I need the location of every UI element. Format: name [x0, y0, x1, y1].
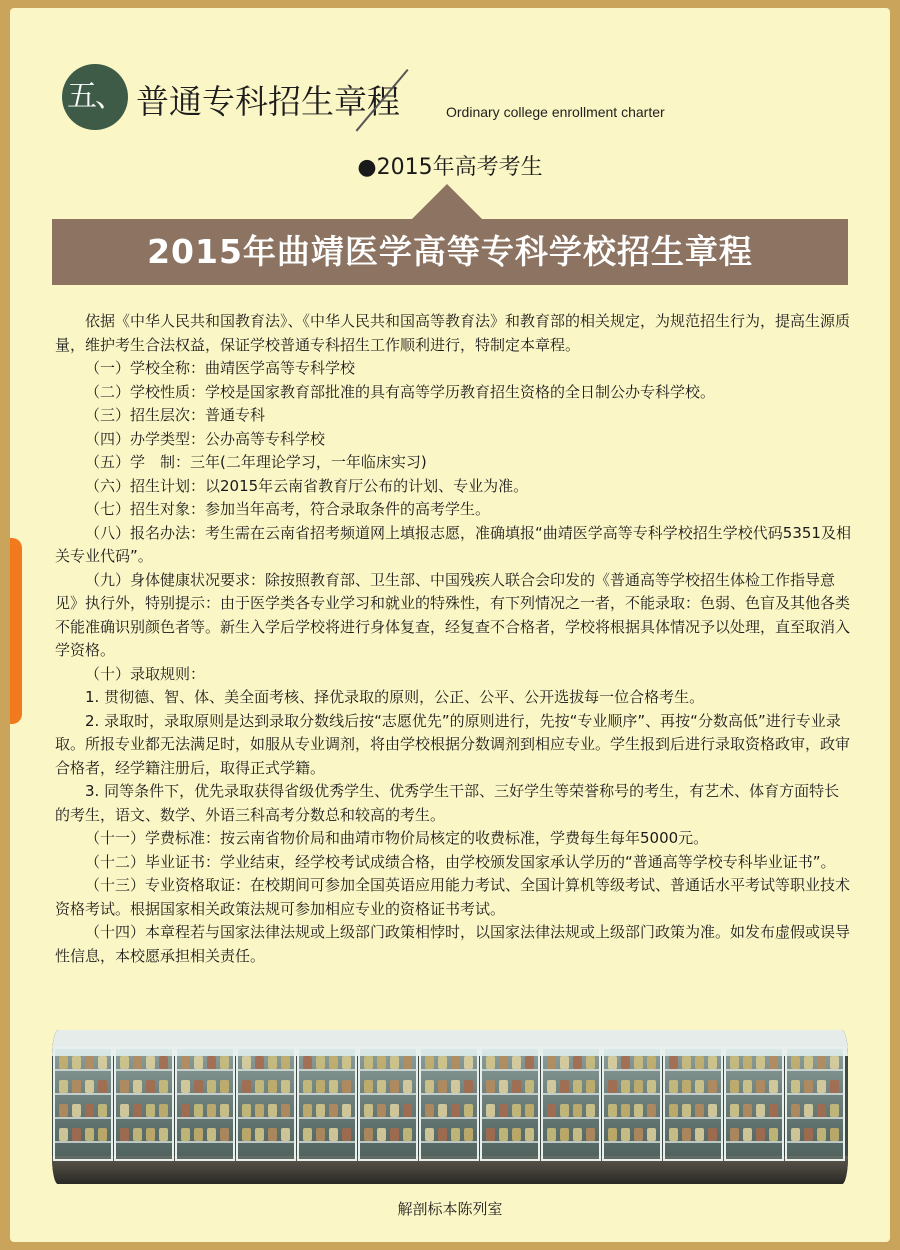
anatomy-exhibit-photo: [52, 1030, 848, 1184]
section-number-badge: 五、: [62, 64, 128, 130]
photo-caption: 解剖标本陈列室: [397, 1200, 503, 1218]
specimen-cabinet: [603, 1048, 661, 1160]
clause-legal-precedence: （十四）本章程若与国家法律法规或上级部门政策相悖时，以国家法律法规或上级部门政策为准。如发布虚假或误导性信息，本校愿承担相关责任。: [55, 923, 851, 965]
specimen-cabinet: [481, 1048, 539, 1160]
clause-duration: （五）学 制：三年(二年理论学习，一年临床实习): [85, 453, 427, 471]
exam-candidates-label: ●2015年高考考生: [357, 155, 543, 180]
clause-enrollment-level: （三）招生层次：普通专科: [85, 406, 266, 424]
exhibit-room-illustration: [52, 1030, 848, 1184]
side-tab-marker: [10, 538, 22, 724]
clause-diploma: （十二）毕业证书：学业结束，经学校考试成绩合格，由学校颁发国家承认学历的“普通高等学校专科毕业证书”。: [85, 852, 836, 871]
specimen-cabinet: [542, 1048, 600, 1160]
intro-paragraph: 依据《中华人民共和国教育法》、《中华人民共和国高等教育法》和教育部的相关规定，为规范招生行为，提高生源质量，维护考生合法权益，保证学校普通专科招生工作顺利进行，特制定本章程。: [55, 312, 851, 354]
clause-enrollment-plan: （六）招生计划：以2015年云南省教育厅公布的计划、专业为准。: [85, 476, 529, 495]
specimen-cabinet: [176, 1048, 234, 1160]
specimen-cabinet: [664, 1048, 722, 1160]
specimen-cabinet: [786, 1048, 844, 1160]
clause-qualifications: （十三）专业资格取证：在校期间可参加全国英语应用能力考试、全国计算机等级考试、普通话水平考试等职业技术资格考试。根据国家相关政策法规可参加相应专业的资格证书考试。: [55, 876, 851, 918]
clause-school-nature: （二）学校性质：学校是国家教育部批准的具有高等学历教育招生资格的全日制公办专科学校。: [85, 382, 716, 401]
admission-rule-1: 1. 贯彻德、智、体、美全面考核、择优录取的原则，公正、公平、公开选拔每一位合格考生。: [85, 688, 705, 706]
section-subtitle-en: Ordinary college enrollment charter: [446, 104, 665, 120]
specimen-cabinet: [54, 1048, 112, 1160]
clause-school-type: （四）办学类型：公办高等专科学校: [85, 429, 326, 448]
charter-body: [55, 310, 851, 968]
specimen-cabinet: [298, 1048, 356, 1160]
specimen-cabinet: [237, 1048, 295, 1160]
admission-rule-3: 3. 同等条件下，优先录取获得省级优秀学生、优秀学生干部、三好学生等荣誉称号的考生，有艺术、体育方面特长的考生，语文、数学、外语三科高考分数总和较高的考生。: [55, 782, 840, 824]
section-header: [62, 64, 702, 134]
clause-school-name: （一）学校全称：曲靖医学高等专科学校: [85, 359, 356, 377]
charter-title-banner: 2015年曲靖医学高等专科学校招生章程: [52, 219, 848, 285]
specimen-cabinet: [359, 1048, 417, 1160]
clause-application-method: （八）报名办法：考生需在云南省招考频道网上填报志愿，准确填报“曲靖医学高等专科学校招生学校代码5351及相关专业代码”。: [55, 523, 851, 565]
admission-rule-2: 2. 录取时，录取原则是达到录取分数线后按“志愿优先”的原则进行，先按“专业顺序”、再按“分数高低”进行专业录取。所报专业都无法满足时，如服从专业调剂，将由学校根据分数调剂到相应专业。学生报到后进行录取资格政审，政审合格者，经学籍注册后，取得正式学籍。: [55, 711, 851, 777]
specimen-cabinet: [725, 1048, 783, 1160]
clause-health-requirements: （九）身体健康状况要求：除按照教育部、卫生部、中国残疾人联合会印发的《普通高等学校招生体检工作指导意见》执行外，特别提示：由于医学类各专业学习和就业的特殊性，有下列情况之一者，不能录取：色弱、色盲及其他各类不能准确识别颜色者等。新生入学后学校将进行身体复查，经复查不合格者，学校将根据具体情况予以处理，直至取消入学资格。: [55, 570, 851, 659]
clause-enrollment-target: （七）招生对象：参加当年高考，符合录取条件的高考学生。: [85, 500, 491, 518]
clause-admission-rules: （十）录取规则：: [85, 664, 206, 683]
specimen-cabinet: [420, 1048, 478, 1160]
clause-tuition: （十一）学费标准：按云南省物价局和曲靖市物价局核定的收费标准，学费每生每年5000元。: [85, 829, 709, 847]
section-title: 普通专科招生章程: [136, 82, 400, 121]
specimen-cabinet: [115, 1048, 173, 1160]
banner-pointer: [411, 184, 483, 220]
